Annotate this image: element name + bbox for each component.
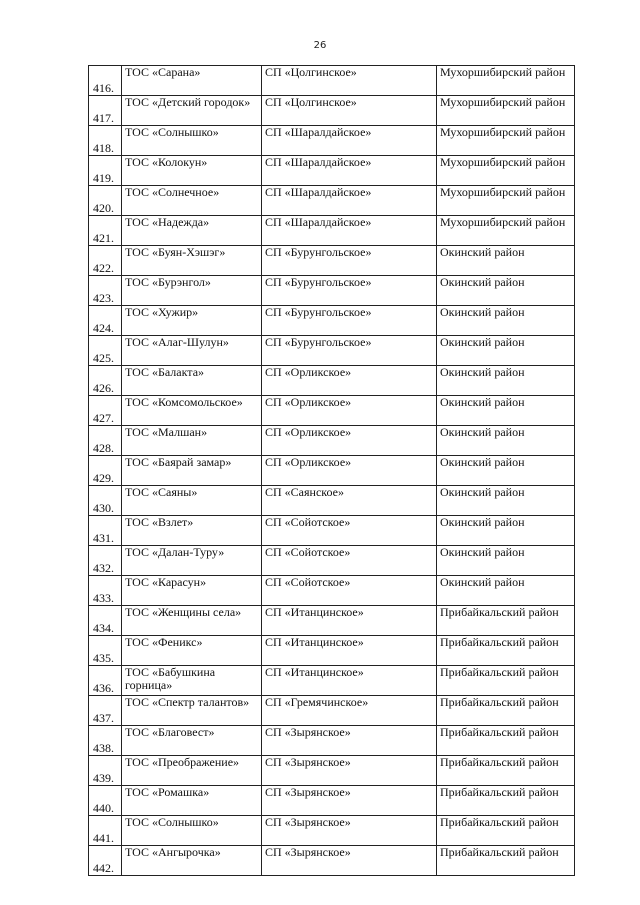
district-cell: Мухоршибирский район [437,66,575,96]
tos-name-cell: ТОС «Малшан» [122,426,262,456]
table-row [89,396,575,426]
district-cell: Окинский район [437,426,575,456]
settlement-cell: СП «Шаралдайское» [262,216,437,246]
table-body [89,66,575,876]
tos-name-cell: ТОС «Алаг-Шулун» [122,336,262,366]
district-cell: Прибайкальский район [437,846,575,876]
row-number-cell: 435. [89,636,122,666]
settlement-cell: СП «Зырянское» [262,846,437,876]
tos-name-cell: ТОС «Далан-Туру» [122,546,262,576]
tos-name-cell: ТОС «Хужир» [122,306,262,336]
settlement-cell: СП «Бурунгольское» [262,306,437,336]
district-cell: Окинский район [437,306,575,336]
tos-name-cell: ТОС «Женщины села» [122,606,262,636]
table-row [89,546,575,576]
settlement-cell: СП «Орликское» [262,426,437,456]
table-row [89,366,575,396]
table-row [89,756,575,786]
district-cell: Окинский район [437,576,575,606]
tos-name-cell: ТОС «Комсомольское» [122,396,262,426]
district-cell: Окинский район [437,546,575,576]
table-row [89,636,575,666]
tos-name-cell: ТОС «Солнышко» [122,816,262,846]
settlement-cell: СП «Шаралдайское» [262,126,437,156]
tos-name-cell: ТОС «Детский городок» [122,96,262,126]
settlement-cell: СП «Итанцинское» [262,666,437,696]
row-number-cell: 422. [89,246,122,276]
table-row [89,96,575,126]
row-number-cell: 440. [89,786,122,816]
table-row [89,666,575,696]
settlement-cell: СП «Зырянское» [262,816,437,846]
tos-name-cell: ТОС «Карасун» [122,576,262,606]
row-number-cell: 433. [89,576,122,606]
row-number-cell: 424. [89,306,122,336]
table-row [89,216,575,246]
row-number-cell: 429. [89,456,122,486]
tos-name-cell: ТОС «Ромашка» [122,786,262,816]
tos-name-cell: ТОС «Сарана» [122,66,262,96]
settlement-cell: СП «Орликское» [262,366,437,396]
table-row [89,786,575,816]
district-cell: Прибайкальский район [437,666,575,696]
tos-name-cell: ТОС «Колокун» [122,156,262,186]
tos-name-cell: ТОС «Преображение» [122,756,262,786]
settlement-cell: СП «Сойотское» [262,546,437,576]
row-number-cell: 425. [89,336,122,366]
district-cell: Прибайкальский район [437,756,575,786]
district-cell: Прибайкальский район [437,696,575,726]
tos-name-cell: ТОС «Баярай замар» [122,456,262,486]
settlement-cell: СП «Орликское» [262,396,437,426]
row-number-cell: 442. [89,846,122,876]
settlement-cell: СП «Шаралдайское» [262,186,437,216]
district-cell: Окинский район [437,336,575,366]
tos-name-cell: ТОС «Солнышко» [122,126,262,156]
tos-name-cell: ТОС «Феникс» [122,636,262,666]
tos-name-cell: ТОС «Спектр талантов» [122,696,262,726]
row-number-cell: 420. [89,186,122,216]
settlement-cell: СП «Бурунгольское» [262,246,437,276]
row-number-cell: 432. [89,546,122,576]
table-row [89,186,575,216]
table-row [89,486,575,516]
row-number-cell: 438. [89,726,122,756]
district-cell: Прибайкальский район [437,606,575,636]
district-cell: Мухоршибирский район [437,216,575,246]
row-number-cell: 421. [89,216,122,246]
settlement-cell: СП «Цолгинское» [262,96,437,126]
settlement-cell: СП «Итанцинское» [262,636,437,666]
row-number-cell: 431. [89,516,122,546]
district-cell: Окинский район [437,366,575,396]
table-row [89,606,575,636]
settlement-cell: СП «Зырянское» [262,756,437,786]
district-cell: Окинский район [437,276,575,306]
settlement-cell: СП «Зырянское» [262,726,437,756]
district-cell: Мухоршибирский район [437,186,575,216]
page-number: 26 [313,40,327,51]
district-cell: Прибайкальский район [437,816,575,846]
row-number-cell: 434. [89,606,122,636]
row-number-cell: 416. [89,66,122,96]
tos-name-cell: ТОС «Саяны» [122,486,262,516]
row-number-cell: 427. [89,396,122,426]
table-row [89,456,575,486]
table-row [89,576,575,606]
row-number-cell: 418. [89,126,122,156]
settlement-cell: СП «Итанцинское» [262,606,437,636]
row-number-cell: 430. [89,486,122,516]
row-number-cell: 428. [89,426,122,456]
settlement-cell: СП «Гремячинское» [262,696,437,726]
table-row [89,816,575,846]
table-row [89,276,575,306]
settlement-cell: СП «Саянское» [262,486,437,516]
table-row [89,696,575,726]
district-cell: Окинский район [437,246,575,276]
tos-name-cell: ТОС «Балакта» [122,366,262,396]
table-row [89,516,575,546]
tos-registry-table [88,65,575,876]
tos-name-cell: ТОС «Надежда» [122,216,262,246]
settlement-cell: СП «Зырянское» [262,786,437,816]
row-number-cell: 437. [89,696,122,726]
settlement-cell: СП «Сойотское» [262,516,437,546]
row-number-cell: 423. [89,276,122,306]
row-number-cell: 417. [89,96,122,126]
row-number-cell: 419. [89,156,122,186]
settlement-cell: СП «Бурунгольское» [262,336,437,366]
settlement-cell: СП «Цолгинское» [262,66,437,96]
tos-name-cell: ТОС «Бурэнгол» [122,276,262,306]
district-cell: Прибайкальский район [437,786,575,816]
row-number-cell: 436. [89,666,122,696]
table-row [89,156,575,186]
table-row [89,126,575,156]
row-number-cell: 441. [89,816,122,846]
district-cell: Окинский район [437,486,575,516]
district-cell: Окинский район [437,456,575,486]
tos-name-cell: ТОС «Ангырочка» [122,846,262,876]
table-row [89,726,575,756]
district-cell: Прибайкальский район [437,636,575,666]
row-number-cell: 439. [89,756,122,786]
table-row [89,306,575,336]
settlement-cell: СП «Бурунгольское» [262,276,437,306]
table-row [89,846,575,876]
district-cell: Мухоршибирский район [437,126,575,156]
tos-name-cell: ТОС «Буян-Хэшэг» [122,246,262,276]
table-row [89,426,575,456]
district-cell: Окинский район [437,516,575,546]
tos-name-cell: ТОС «Взлет» [122,516,262,546]
table-row [89,66,575,96]
tos-name-cell: ТОС «Благовест» [122,726,262,756]
settlement-cell: СП «Шаралдайское» [262,156,437,186]
district-cell: Прибайкальский район [437,726,575,756]
district-cell: Мухоршибирский район [437,156,575,186]
settlement-cell: СП «Орликское» [262,456,437,486]
district-cell: Окинский район [437,396,575,426]
tos-name-cell: ТОС «Солнечное» [122,186,262,216]
district-cell: Мухоршибирский район [437,96,575,126]
table-row [89,246,575,276]
row-number-cell: 426. [89,366,122,396]
settlement-cell: СП «Сойотское» [262,576,437,606]
table-row [89,336,575,366]
tos-name-cell: ТОС «Бабушкина горница» [122,666,262,696]
